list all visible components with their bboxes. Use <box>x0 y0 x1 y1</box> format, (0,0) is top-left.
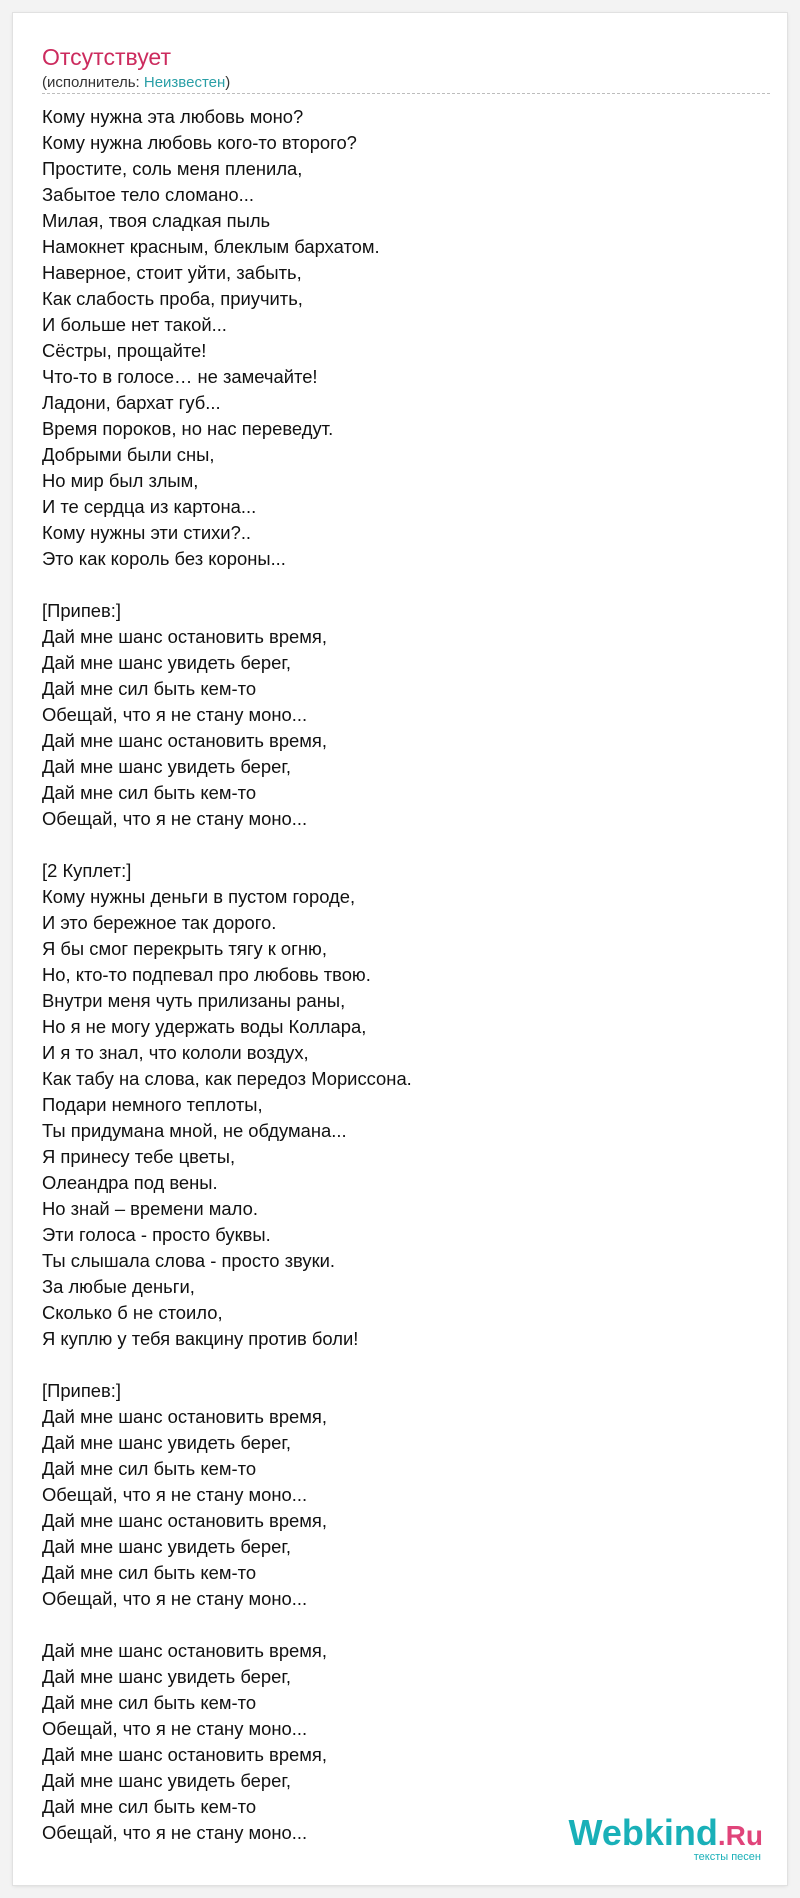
divider <box>42 93 770 94</box>
lyrics-card <box>13 13 787 1885</box>
artist-prefix: (исполнитель: <box>42 74 144 91</box>
lyrics-text: Кому нужна эта любовь моно? Кому нужна любовь кого-то второго? Простите, соль меня пленила, Забытое тело сломано... Милая, твоя сладкая пыль Намокнет красным, блеклым бархатом. Наверное, стоит уйти, забыть, Как слабость проба, приучить, И больше нет такой... Сёстры, прощайте! Что-то в голосе… не замечайте! Ладони, бархат губ... Время пороков, но нас переведут. Добрыми были сны, Но мир был злым, И те сердца из картона... Кому нужны эти стихи?.. Это как король без короны... [Припев:] Дай мне шанс остановить время, Дай мне шанс увидеть берег, Дай мне сил быть кем-то Обещай, что я не стану моно... Дай мне шанс остановить время, Дай мне шанс увидеть берег, Дай мне сил быть кем-то Обещай, что я не стану моно... [2 Куплет:] Кому нужны деньги в пустом городе, И это бережное так дорого. Я бы смог перекрыть тягу к огню, Но, кто-то подпевал про любовь твою. Внутри меня чуть прилизаны раны, Но я не могу удержать воды Коллара, И я то знал, что кололи воздух, Как табу на слова, как передоз Мориссона. Подари немного теплоты, Ты придумана мной, не обдумана... Я принесу тебе цветы, Олеандра под вены. Но знай – времени мало. Эти голоса - просто буквы. Ты слышала слова - просто звуки. За любые деньги, Сколько б не стоило, Я куплю у тебя вакцину против боли! [Припев:] Дай мне шанс остановить время, Дай мне шанс увидеть берег, Дай мне сил быть кем-то Обещай, что я не стану моно... Дай мне шанс остановить время, Дай мне шанс увидеть берег, Дай мне сил быть кем-то Обещай, что я не стану моно... Дай мне шанс остановить время, Дай мне шанс увидеть берег, Дай мне сил быть кем-то Обещай, что я не стану моно... Дай мне шанс остановить время, Дай мне шанс увидеть берег, Дай мне сил быть кем-то Обещай, что я не стану моно... <box>42 106 412 1843</box>
logo-tagline: тексты песен <box>693 1851 761 1863</box>
artist-line <box>42 73 230 93</box>
logo-tld: .Ru <box>717 1820 763 1851</box>
artist-link[interactable]: Неизвестен <box>143 74 226 91</box>
artist-suffix: ) <box>225 74 231 91</box>
song-title: Отсутствует <box>42 44 171 70</box>
site-logo[interactable] <box>568 1812 763 1863</box>
logo-name: Webkind <box>568 1812 718 1853</box>
